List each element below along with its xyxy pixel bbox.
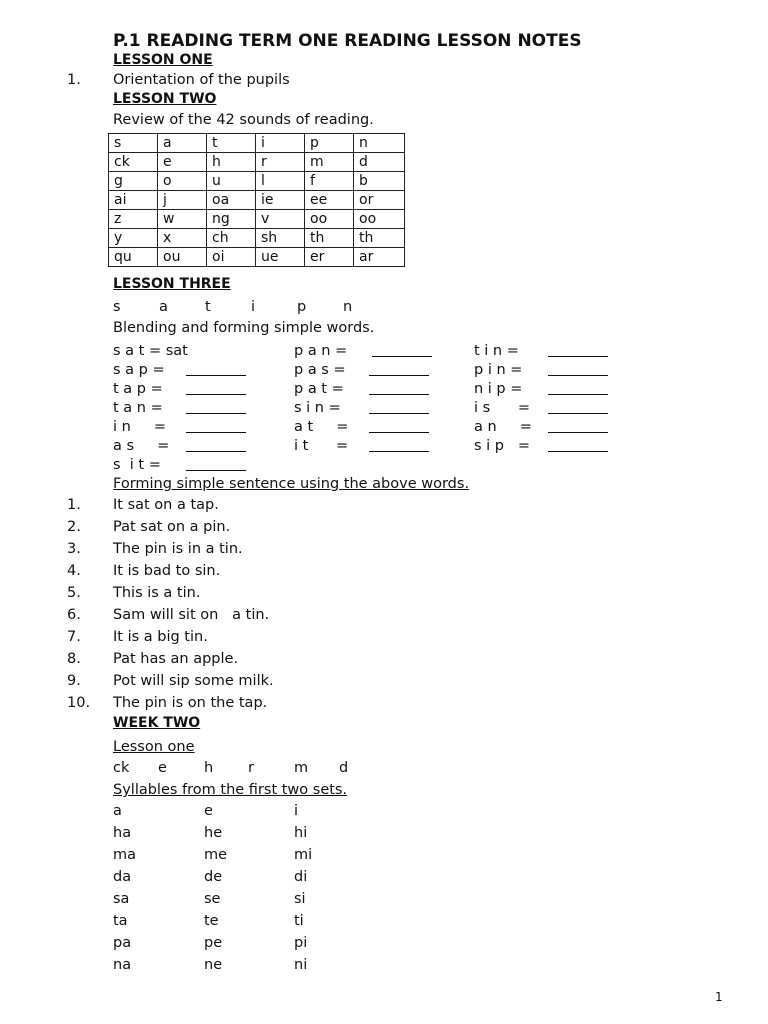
- sound-cell: y: [109, 229, 158, 248]
- answer-blank: [186, 420, 246, 433]
- sound-letter: e: [158, 760, 167, 776]
- blend-word: s a p =: [113, 362, 165, 378]
- syllable: i: [294, 803, 299, 819]
- sentence-number: 9.: [67, 673, 81, 689]
- lesson-one-heading: LESSON ONE: [113, 52, 213, 68]
- blend-word: t i n =: [474, 343, 519, 359]
- syllable: ti: [294, 913, 304, 929]
- answer-blank: [186, 458, 246, 471]
- page-title: P.1 READING TERM ONE READING LESSON NOTES: [113, 31, 582, 51]
- syllable: e: [204, 803, 213, 819]
- sound-cell: i: [256, 134, 305, 153]
- sound-cell: v: [256, 210, 305, 229]
- sound-cell: l: [256, 172, 305, 191]
- sentence-text: Pat has an apple.: [113, 651, 239, 667]
- syllable: pi: [294, 935, 308, 951]
- syllable: mi: [294, 847, 313, 863]
- sentence-text: It is a big tin.: [113, 629, 208, 645]
- sound-cell: e: [158, 153, 207, 172]
- syllable: me: [204, 847, 228, 863]
- blend-word: a t =: [294, 419, 349, 435]
- syllable: se: [204, 891, 221, 907]
- sound-cell: ng: [207, 210, 256, 229]
- sentence-number: 2.: [67, 519, 81, 535]
- sentence-number: 1.: [67, 497, 81, 513]
- week-two-heading: WEEK TWO: [113, 715, 201, 731]
- sentence-number: 7.: [67, 629, 81, 645]
- answer-blank: [186, 439, 246, 452]
- blend-word: t a n =: [113, 400, 163, 416]
- syllable-heading: Syllables from the first two sets.: [113, 782, 348, 798]
- syllable: hi: [294, 825, 308, 841]
- answer-blank: [548, 344, 608, 357]
- syllable: pe: [204, 935, 223, 951]
- answer-blank: [548, 363, 608, 376]
- sound-letter: t: [205, 299, 211, 315]
- sound-letter: r: [248, 760, 254, 776]
- sound-letter: d: [339, 760, 349, 776]
- sentence-text: The pin is in a tin.: [113, 541, 243, 557]
- sound-letter: h: [204, 760, 214, 776]
- answer-blank: [186, 401, 246, 414]
- syllable: de: [204, 869, 223, 885]
- sound-cell: s: [109, 134, 158, 153]
- sound-letter: p: [297, 299, 307, 315]
- lesson-one-item-number: 1.: [67, 72, 81, 88]
- answer-blank: [369, 401, 429, 414]
- sounds-table: [108, 133, 405, 267]
- sounds-table-row: [109, 134, 405, 153]
- sound-cell: sh: [256, 229, 305, 248]
- sound-cell: n: [354, 134, 405, 153]
- sentence-heading: Forming simple sentence using the above words.: [113, 476, 470, 492]
- sentence-text: It is bad to sin.: [113, 563, 221, 579]
- sound-letter: n: [343, 299, 353, 315]
- sound-cell: x: [158, 229, 207, 248]
- syllable: ma: [113, 847, 137, 863]
- sound-cell: t: [207, 134, 256, 153]
- lesson-two-heading: LESSON TWO: [113, 91, 217, 107]
- sound-cell: h: [207, 153, 256, 172]
- syllable: si: [294, 891, 306, 907]
- syllable: di: [294, 869, 308, 885]
- blend-heading: Blending and forming simple words.: [113, 320, 375, 336]
- sound-cell: o: [158, 172, 207, 191]
- syllable: he: [204, 825, 223, 841]
- answer-blank: [186, 363, 246, 376]
- sound-cell: ee: [305, 191, 354, 210]
- syllable: ne: [204, 957, 223, 973]
- sounds-table-row: [109, 153, 405, 172]
- sounds-table-row: [109, 191, 405, 210]
- answer-blank: [372, 344, 432, 357]
- sound-cell: oa: [207, 191, 256, 210]
- sound-cell: z: [109, 210, 158, 229]
- sentence-number: 5.: [67, 585, 81, 601]
- sound-cell: ai: [109, 191, 158, 210]
- blend-word: a n =: [474, 419, 532, 435]
- sound-cell: p: [305, 134, 354, 153]
- sounds-table-row: [109, 229, 405, 248]
- sounds-table-row: [109, 172, 405, 191]
- answer-blank: [186, 382, 246, 395]
- sentence-number: 4.: [67, 563, 81, 579]
- sound-cell: g: [109, 172, 158, 191]
- sound-cell: ck: [109, 153, 158, 172]
- sentence-number: 3.: [67, 541, 81, 557]
- blend-word: n i p =: [474, 381, 523, 397]
- syllable: ta: [113, 913, 128, 929]
- answer-blank: [548, 420, 608, 433]
- sound-cell: oo: [305, 210, 354, 229]
- syllable: a: [113, 803, 122, 819]
- syllable: te: [204, 913, 219, 929]
- sound-cell: ou: [158, 248, 207, 267]
- sound-cell: j: [158, 191, 207, 210]
- sound-cell: w: [158, 210, 207, 229]
- sound-cell: d: [354, 153, 405, 172]
- week-two-lesson-label: Lesson one: [113, 739, 195, 755]
- answer-blank: [369, 382, 429, 395]
- sound-cell: oo: [354, 210, 405, 229]
- sound-letter: a: [159, 299, 168, 315]
- sentence-text: Pat sat on a pin.: [113, 519, 231, 535]
- syllable: sa: [113, 891, 130, 907]
- syllable: na: [113, 957, 132, 973]
- blend-word: s i n =: [294, 400, 341, 416]
- sound-letter: i: [251, 299, 256, 315]
- lesson-one-item-text: Orientation of the pupils: [113, 72, 290, 88]
- blend-word: p a t =: [294, 381, 344, 397]
- answer-blank: [369, 420, 429, 433]
- sound-cell: ie: [256, 191, 305, 210]
- sound-letter: s: [113, 299, 121, 315]
- blend-word: s i t =: [113, 457, 161, 473]
- blend-word: s a t = sat: [113, 343, 188, 359]
- blend-word: i t =: [294, 438, 349, 454]
- blend-word: p a s =: [294, 362, 346, 378]
- sentence-number: 8.: [67, 651, 81, 667]
- sound-cell: er: [305, 248, 354, 267]
- sentence-number: 6.: [67, 607, 81, 623]
- sound-cell: m: [305, 153, 354, 172]
- sound-cell: a: [158, 134, 207, 153]
- sound-cell: oi: [207, 248, 256, 267]
- answer-blank: [548, 382, 608, 395]
- blend-word: p i n =: [474, 362, 523, 378]
- answer-blank: [369, 439, 429, 452]
- sound-cell: or: [354, 191, 405, 210]
- sentence-text: Pot will sip some milk.: [113, 673, 274, 689]
- sound-cell: ar: [354, 248, 405, 267]
- syllable: ha: [113, 825, 132, 841]
- syllable: ni: [294, 957, 308, 973]
- sound-cell: ue: [256, 248, 305, 267]
- sound-cell: f: [305, 172, 354, 191]
- blend-word: s i p =: [474, 438, 530, 454]
- sound-cell: th: [305, 229, 354, 248]
- page-number: 1: [715, 990, 723, 1004]
- syllable: da: [113, 869, 132, 885]
- syllable: pa: [113, 935, 132, 951]
- sentence-text: It sat on a tap.: [113, 497, 219, 513]
- sentence-text: This is a tin.: [113, 585, 201, 601]
- blend-word: a s =: [113, 438, 170, 454]
- sound-cell: th: [354, 229, 405, 248]
- sound-letter: m: [294, 760, 309, 776]
- answer-blank: [548, 401, 608, 414]
- blend-word: t a p =: [113, 381, 163, 397]
- sentence-text: Sam will sit on a tin.: [113, 607, 270, 623]
- sentence-text: The pin is on the tap.: [113, 695, 268, 711]
- lesson-two-intro: Review of the 42 sounds of reading.: [113, 112, 374, 128]
- answer-blank: [369, 363, 429, 376]
- sound-cell: r: [256, 153, 305, 172]
- sound-cell: qu: [109, 248, 158, 267]
- sounds-table-row: [109, 210, 405, 229]
- blend-word: p a n =: [294, 343, 348, 359]
- sound-cell: u: [207, 172, 256, 191]
- lesson-three-heading: LESSON THREE: [113, 276, 231, 292]
- answer-blank: [548, 439, 608, 452]
- blend-word: i s =: [474, 400, 530, 416]
- blend-word: i n =: [113, 419, 167, 435]
- sentence-number: 10.: [67, 695, 91, 711]
- sound-letter: ck: [113, 760, 130, 776]
- sound-cell: b: [354, 172, 405, 191]
- sound-cell: ch: [207, 229, 256, 248]
- sounds-table-row: [109, 248, 405, 267]
